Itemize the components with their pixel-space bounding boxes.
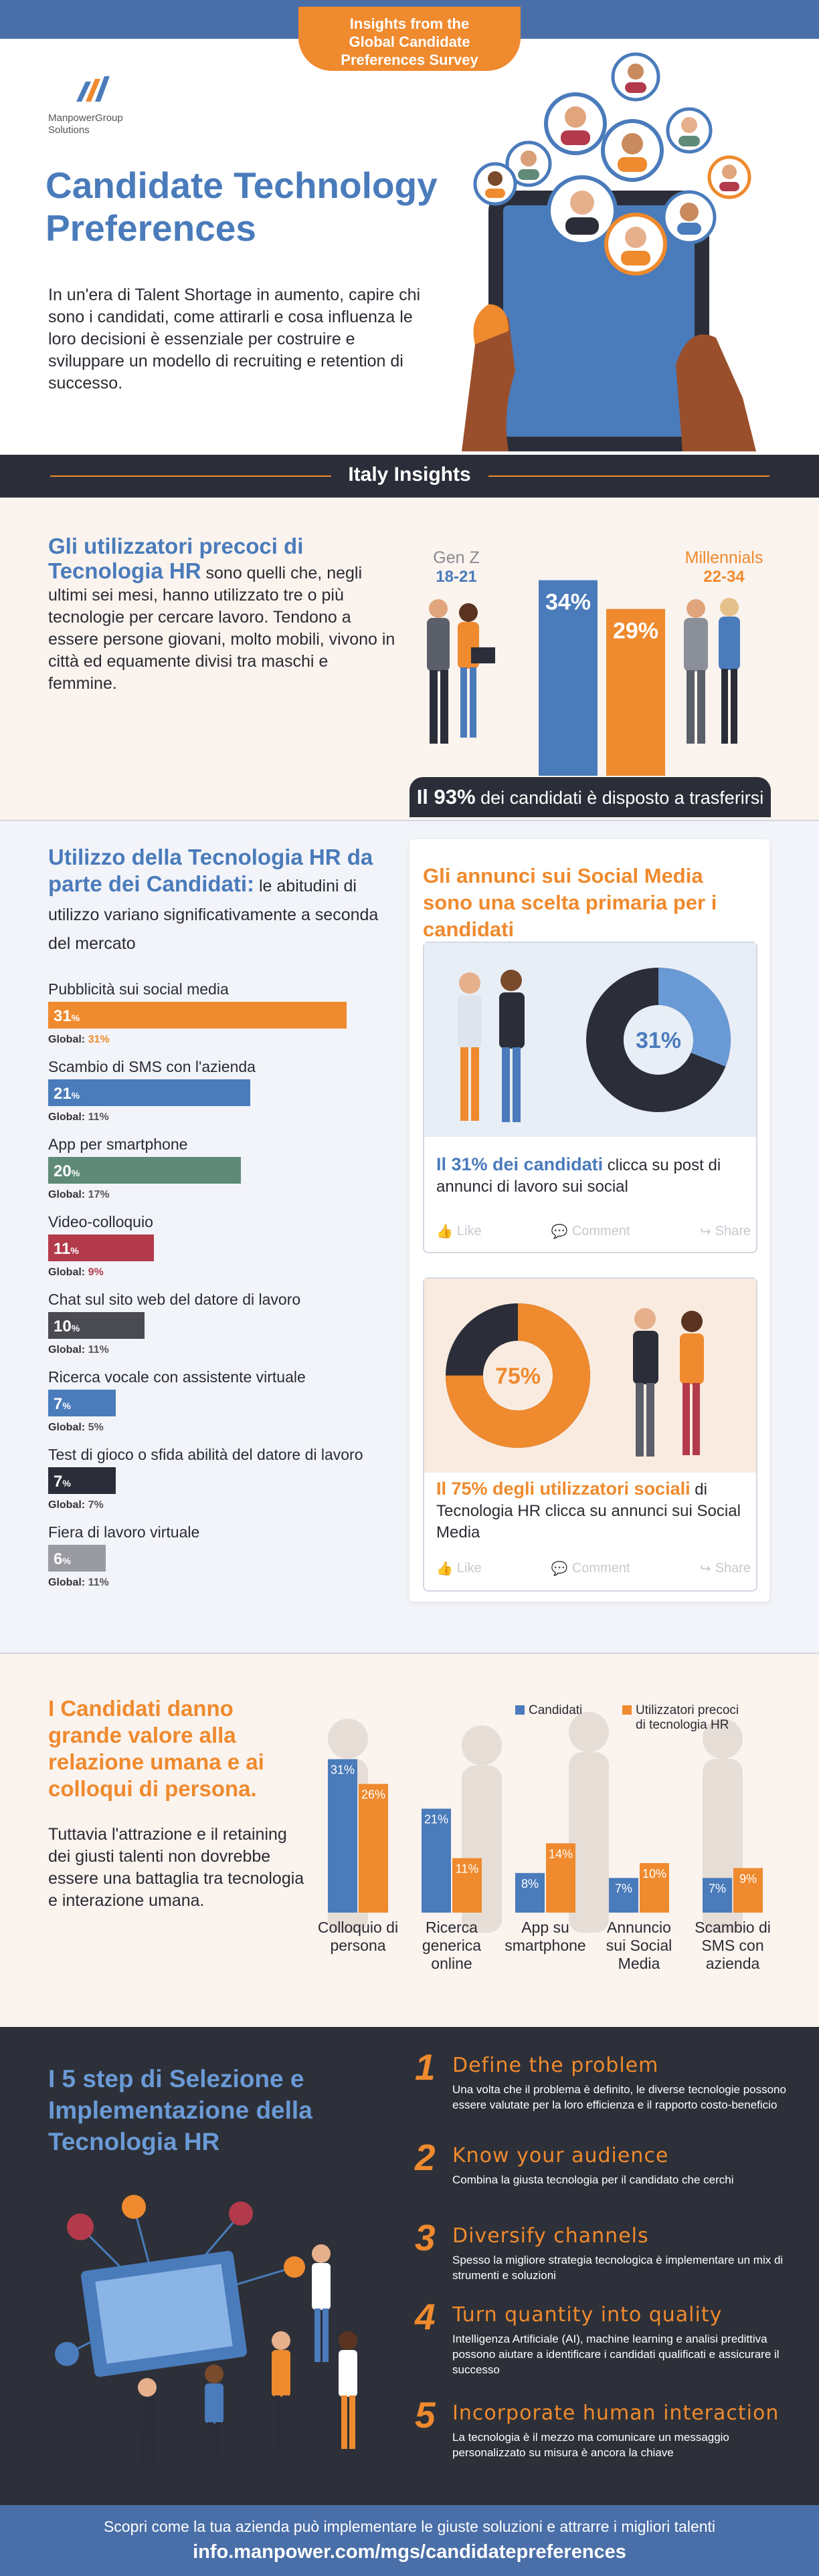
logo-line-2: Solutions [48, 124, 90, 136]
usage-bar-value: 10% [54, 1317, 80, 1335]
relocation-text: dei candidati è disposto a trasferirsi [475, 788, 764, 808]
tech-usage-title [48, 844, 396, 957]
usage-bar-label: Video-colloquio [48, 1213, 153, 1230]
logo-line-1: ManpowerGroup [48, 112, 123, 124]
social-card-1-text [436, 1154, 744, 1198]
chart-bar [328, 1759, 357, 1913]
social-card-1-bold: Il 31% dei candidati [436, 1154, 604, 1174]
step-number: 1 [415, 2046, 436, 2088]
share-icon: ↪ [699, 1224, 711, 1239]
usage-bar-row [48, 980, 423, 1057]
chart-category-label: Media [618, 1955, 660, 1972]
chart-data-label: 9% [739, 1872, 757, 1886]
generation-chart [401, 528, 776, 816]
young-people-illustration [427, 599, 495, 744]
usage-bar-value: 20% [54, 1162, 80, 1180]
network-illustration [40, 2187, 381, 2468]
chart-category-label: Annuncio [607, 1919, 671, 1936]
intro-text: In un'era di Talent Shortage in aumento, capire chi sono i candidati, come attirarli e cosa influenza le loro decisioni è essenziale per costruire e sviluppare un modello di recruiting e retention di successo. [48, 286, 421, 393]
usage-bar-global: Global: 7% [48, 1499, 104, 1511]
step-item [415, 2394, 790, 2478]
legend-swatch [515, 1705, 525, 1715]
comment-icon: 💬 [551, 1224, 568, 1239]
chart-bar [359, 1784, 388, 1913]
donut-label: 31% [635, 1028, 682, 1053]
chart-category-label: generica [422, 1937, 482, 1954]
social-card-2-bold: Il 75% degli utilizzatori sociali [436, 1479, 691, 1499]
step-item [415, 2046, 790, 2130]
chart-data-label: 8% [521, 1876, 539, 1891]
like-button[interactable] [436, 1558, 482, 1578]
usage-bar-row [48, 1058, 423, 1135]
preference-bar-chart [308, 1685, 803, 2013]
genz-label: Gen Z [433, 548, 480, 567]
comment-icon: 💬 [551, 1561, 568, 1576]
step-title: Define the problem [452, 2054, 659, 2077]
chart-category-label: Scambio di [695, 1919, 771, 1936]
usage-bar-label: Fiera di lavoro virtuale [48, 1523, 200, 1541]
chart-data-label: 11% [455, 1862, 479, 1876]
step-item [415, 2217, 790, 2300]
badge-line-1: Insights from the [349, 15, 470, 32]
manpower-logo[interactable] [74, 72, 114, 110]
share-label: Share [715, 1223, 751, 1239]
step-number: 3 [415, 2217, 436, 2258]
footer-link[interactable]: info.manpower.com/mgs/candidatepreferences [193, 2541, 626, 2563]
footer [0, 2505, 819, 2576]
legend-label: Utilizzatori precoci [636, 1703, 739, 1717]
share-button[interactable] [700, 1558, 751, 1578]
hero-illustration [462, 50, 769, 451]
usage-bar-row [48, 1136, 423, 1212]
chart-category-label: SMS con [701, 1937, 764, 1954]
legend-label: Candidati [529, 1703, 583, 1717]
usage-bar-value: 7% [54, 1473, 71, 1491]
usage-bar-label: Test di gioco o sfida abilità del datore di lavoro [48, 1446, 363, 1463]
step-item [415, 2296, 790, 2379]
chart-category-label: smartphone [505, 1937, 586, 1954]
chart-category-label: Ricerca [426, 1919, 478, 1936]
human-interaction-title: I Candidati danno grande valore alla relazione umana e ai colloqui di persona. [48, 1696, 264, 1801]
share-icon: ↪ [699, 1561, 711, 1576]
usage-bar-value: 21% [54, 1085, 80, 1103]
like-label: Like [456, 1560, 482, 1576]
step-description: Intelligenza Artificiale (AI), machine learning e analisi predittiva possono aiutare a identificare i candidati qualificati e assicurare il successo [452, 2333, 780, 2376]
tech-usage-title-bold: Utilizzo della Tecnologia HR da parte dei Candidati: [48, 845, 373, 896]
steps-title: I 5 step di Selezione e Implementazione della Tecnologia HR [48, 2065, 312, 2155]
step-title: Turn quantity into quality [452, 2303, 723, 2327]
social-actions-2 [436, 1558, 751, 1578]
usage-bar-label: Scambio di SMS con l'azienda [48, 1058, 256, 1075]
relocation-percent: Il 93% [416, 785, 476, 809]
like-label: Like [456, 1223, 482, 1239]
step-title: Know your audience [452, 2144, 669, 2167]
social-card-2-body: di Tecnologia HR clicca su annunci sui Social Media [436, 1481, 741, 1541]
divider [50, 475, 331, 477]
share-button[interactable] [700, 1221, 751, 1241]
usage-bar [48, 1002, 347, 1029]
chart-category-label: online [431, 1955, 472, 1972]
badge-line-2: Global Candidate [349, 33, 470, 50]
comment-button[interactable] [551, 1558, 630, 1578]
like-icon: 👍 [436, 1561, 453, 1576]
usage-bar-value: 7% [54, 1395, 71, 1413]
step-description: Spesso la migliore strategia tecnologica è implementare un mix di strumenti e soluzioni [452, 2254, 784, 2282]
usage-bar-label: App per smartphone [48, 1136, 188, 1153]
usage-bar-label: Chat sul sito web del datore di lavoro [48, 1291, 301, 1308]
relocation-banner [410, 777, 771, 817]
social-card-1-body: clicca su post di annunci di lavoro sui social [436, 1156, 721, 1196]
usage-bar-label: Ricerca vocale con assistente virtuale [48, 1368, 306, 1386]
usage-bar-global: Global: 17% [48, 1189, 110, 1200]
usage-bar-global: Global: 9% [48, 1267, 104, 1278]
usage-bar-value: 6% [54, 1550, 71, 1568]
early-adopters-body: sono quelli che, negli ultimi sei mesi, hanno utilizzato tre o più tecnologie per cercare lavoro. Tendono a essere persone giovani, molto mobili, vivono in città ed equamente divisi tra maschi e femmine. [48, 564, 395, 693]
chart-category-label: Colloquio di [317, 1919, 399, 1936]
millennials-age: 22-34 [703, 568, 745, 586]
donut-label: 75% [494, 1364, 541, 1389]
usage-bar-row [48, 1446, 423, 1523]
usage-bar-row [48, 1523, 423, 1600]
step-description: La tecnologia è il mezzo ma comunicare un messaggio personalizzato su misura è ancora la chiave [452, 2431, 729, 2459]
chart-category-label: azienda [705, 1955, 760, 1972]
usage-bar-global: Global: 11% [48, 1111, 109, 1123]
social-card-1-chart [424, 943, 756, 1137]
usage-bar-row [48, 1291, 423, 1368]
chart-data-label: 21% [424, 1812, 449, 1826]
chart-legend [515, 1703, 739, 1732]
page-title-line-2: Preferences [46, 207, 256, 249]
millennials-label: Millennials [685, 548, 763, 567]
page-title [46, 164, 447, 249]
step-description: Una volta che il problema è definito, le diverse tecnologie possono essere valutate per la loro efficienza e il rapporto costo-beneficio [452, 2083, 786, 2111]
usage-bar-global: Global: 11% [48, 1577, 109, 1588]
usage-bar-row [48, 1213, 423, 1290]
genz-age: 18-21 [436, 568, 477, 586]
tech-usage-subtitle: le abitudini di utilizzo variano significativamente a seconda del mercato [48, 877, 379, 953]
chart-data-label: 31% [330, 1763, 355, 1777]
logo-text [48, 112, 169, 136]
social-card-2-chart [424, 1279, 756, 1473]
usage-bar-label: Pubblicità sui social media [48, 980, 229, 998]
legend-swatch [622, 1705, 632, 1715]
step-title: Diversify channels [452, 2224, 649, 2248]
comment-label: Comment [571, 1223, 630, 1239]
badge-line-3: Preferences Survey [341, 51, 478, 68]
chart-data-label: 10% [642, 1867, 667, 1881]
step-item [415, 2137, 790, 2220]
step-description: Combina la giusta tecnologia per il candidato che cerchi [452, 2173, 734, 2186]
social-card-2-text [436, 1478, 744, 1543]
chart-category-label: sui Social [606, 1937, 672, 1954]
italy-insights-title: Italy Insights [348, 463, 471, 486]
chart-data-label: 7% [614, 1882, 633, 1896]
page-title-line-1: Candidate Technology [46, 165, 438, 206]
step-number: 5 [415, 2394, 436, 2436]
divider [0, 820, 819, 821]
chart-data-label: 7% [708, 1882, 727, 1896]
usage-bar-value: 11% [54, 1240, 79, 1258]
usage-bar-global: Global: 31% [48, 1034, 110, 1045]
like-button[interactable] [436, 1221, 482, 1241]
millennials-value: 29% [612, 618, 659, 644]
social-actions-1 [436, 1221, 751, 1241]
like-icon: 👍 [436, 1224, 453, 1239]
usage-bar-row [48, 1368, 423, 1445]
usage-bar-global: Global: 5% [48, 1422, 104, 1433]
chart-category-label: App su [521, 1919, 569, 1936]
usage-bar-global: Global: 11% [48, 1344, 109, 1356]
comment-label: Comment [571, 1560, 630, 1576]
social-media-title: Gli annunci sui Social Media sono una scelta primaria per i candidati [423, 864, 717, 941]
comment-button[interactable] [551, 1221, 630, 1241]
step-number: 4 [415, 2296, 436, 2337]
chart-data-label: 14% [548, 1847, 573, 1861]
legend-label: di tecnologia HR [636, 1718, 729, 1732]
millennial-people-illustration [684, 598, 740, 744]
genz-value: 34% [545, 589, 592, 615]
usage-bar-value: 31% [54, 1007, 80, 1025]
divider [488, 475, 769, 477]
share-label: Share [715, 1560, 751, 1576]
early-adopters-highlight: Gli utilizzatori precoci di Tecnologia HR [48, 534, 304, 583]
footer-text: Scopri come la tua azienda può implementare le giuste soluzioni e attrarre i migliori talenti [103, 2518, 716, 2535]
early-adopters-text [48, 535, 396, 695]
chart-category-label: persona [330, 1937, 386, 1954]
chart-data-label: 26% [361, 1788, 386, 1802]
human-interaction-text: Tuttavia l'attrazione e il retaining dei giusti talenti non dovrebbe essere una battaglia tra tecnologia e interazione umana. [48, 1825, 304, 1910]
step-number: 2 [415, 2137, 436, 2178]
step-title: Incorporate human interaction [452, 2401, 780, 2425]
